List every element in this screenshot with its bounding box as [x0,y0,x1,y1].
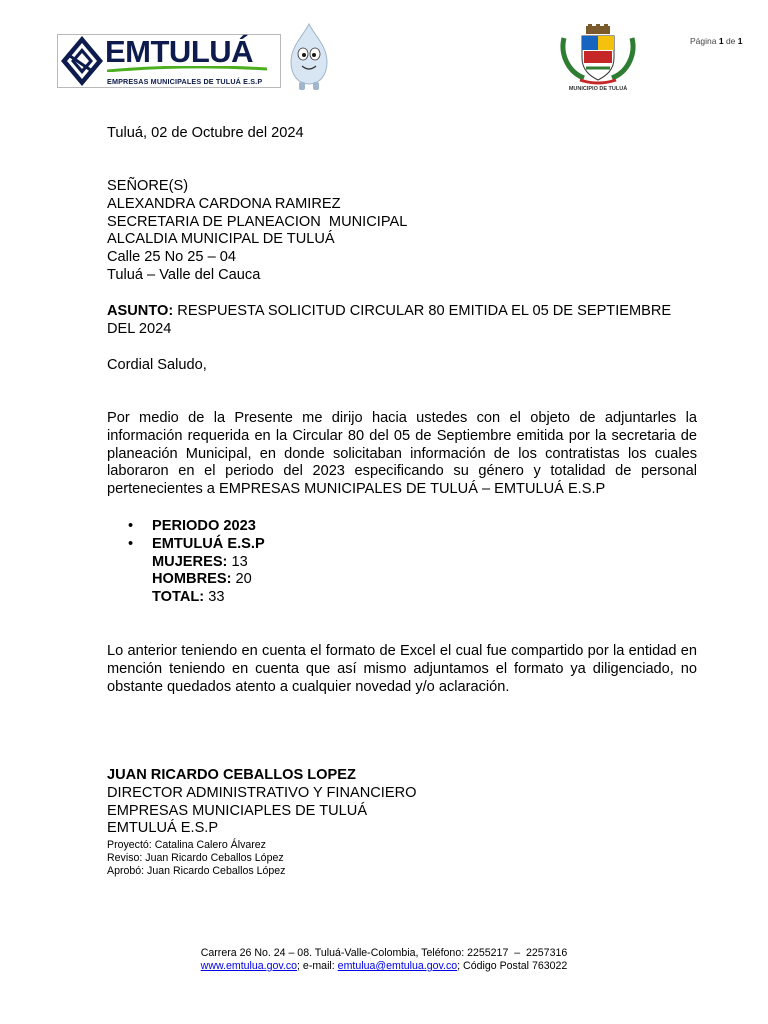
men-value: 20 [235,571,252,588]
signer-company-short: EMTULUÁ E.S.P [107,820,219,837]
bullet-icon: • [128,518,134,534]
signature-block [107,767,416,838]
email-label: ; e-mail: [297,960,338,972]
footer-address: Carrera 26 No. 24 – 08. Tuluá-Valle-Colombia, Teléfono: 2255217 – 2257316 [200,947,568,959]
recipient-salutation: SEÑORE(S) [107,178,189,194]
women-value: 13 [231,553,248,570]
total-label: TOTAL: [152,589,205,606]
company-label: EMTULUÁ E.S.P [152,535,265,552]
website-link[interactable]: www.emtulua.gov.co [200,960,298,972]
subject-line [107,303,697,339]
company-logo [57,22,332,92]
signer-name: JUAN RICARDO CEBALLOS LOPEZ [107,767,356,783]
footer-contact [0,960,768,973]
total-count-row [107,589,407,607]
signer-company: EMPRESAS MUNICIAPLES DE TULUÁ [107,802,368,819]
recipient-institution: ALCALDIA MUNICIPAL DE TULUÁ [107,231,335,248]
total-value: 33 [208,589,225,606]
subject-text: RESPUESTA SOLICITUD CIRCULAR 80 EMITIDA EL 05 DE SEPTIEMBRE DEL 2024 [107,303,672,337]
letter-date: Tuluá, 02 de Octubre del 2024 [107,125,304,141]
postal-code: ; Código Postal 763022 [457,960,568,972]
page-current: 1 [718,36,724,46]
greeting: Cordial Saludo, [107,357,207,373]
logo-green-stripe [107,66,267,72]
credit-approved: Aprobó: Juan Ricardo Ceballos López [107,865,286,877]
body-paragraph: Por medio de la Presente me dirijo hacia ustedes con el objeto de adjuntarles la información requerida en la Circular 80 del 05 de Septiembre emitida por la secretaria de planeación Municipal, en donde solicitaban información de los contratistas los cuales laboraron en el periodo del 2023 especificando su género y totalidad de personal pertenecientes a EMPRESAS MUNICIPALES DE TULUÁ – EMTULUÁ E.S.P [107,410,697,498]
page-total: 1 [737,36,743,46]
closing-paragraph: Lo anterior teniendo en cuenta el formato de Excel el cual fue compartido por la entidad en mención teniendo en cuenta que así mismo adjuntamos el formato ya diligenciado, no obstante quedados atento a cualquier novedad y/o aclaración. [107,643,697,695]
diamond-logo-icon [59,24,105,86]
personnel-summary-list [107,518,407,607]
water-drop-mascot-icon [283,22,331,92]
municipal-crest [558,24,638,96]
crest-caption: MUNICIPIO DE TULUÁ [568,86,628,92]
signer-title: DIRECTOR ADMINISTRATIVO Y FINANCIERO [107,784,417,801]
credit-reviewed: Reviso: Juan Ricardo Ceballos López [107,852,284,864]
recipient-block [107,178,407,285]
bullet-icon: • [128,535,134,552]
women-label: MUJERES: [152,553,228,570]
document-credits [107,839,285,878]
list-item [107,518,407,536]
women-count-row [107,554,407,572]
page-footer [0,947,768,973]
list-item [107,536,407,554]
page-of: de [725,36,736,46]
men-count-row [107,571,407,589]
coat-of-arms-icon [558,24,638,86]
recipient-address: Calle 25 No 25 – 04 [107,249,236,266]
recipient-city: Tuluá – Valle del Cauca [107,266,261,283]
email-link[interactable]: emtulua@emtulua.gov.co [337,960,458,972]
logo-subtitle: EMPRESAS MUNICIPALES DE TULUÁ E.S.P [107,77,263,86]
credit-prepared: Proyectó: Catalina Calero Álvarez [107,839,266,851]
period-label: PERIODO 2023 [152,518,256,534]
page-number [690,36,743,46]
subject-label: ASUNTO: [107,303,174,319]
recipient-position: SECRETARIA DE PLANEACION MUNICIPAL [107,213,408,230]
logo-wordmark: EMTULUÁ [105,34,254,69]
recipient-name: ALEXANDRA CARDONA RAMIREZ [107,195,341,212]
men-label: HOMBRES: [152,571,232,588]
page-label: Página [690,36,717,46]
